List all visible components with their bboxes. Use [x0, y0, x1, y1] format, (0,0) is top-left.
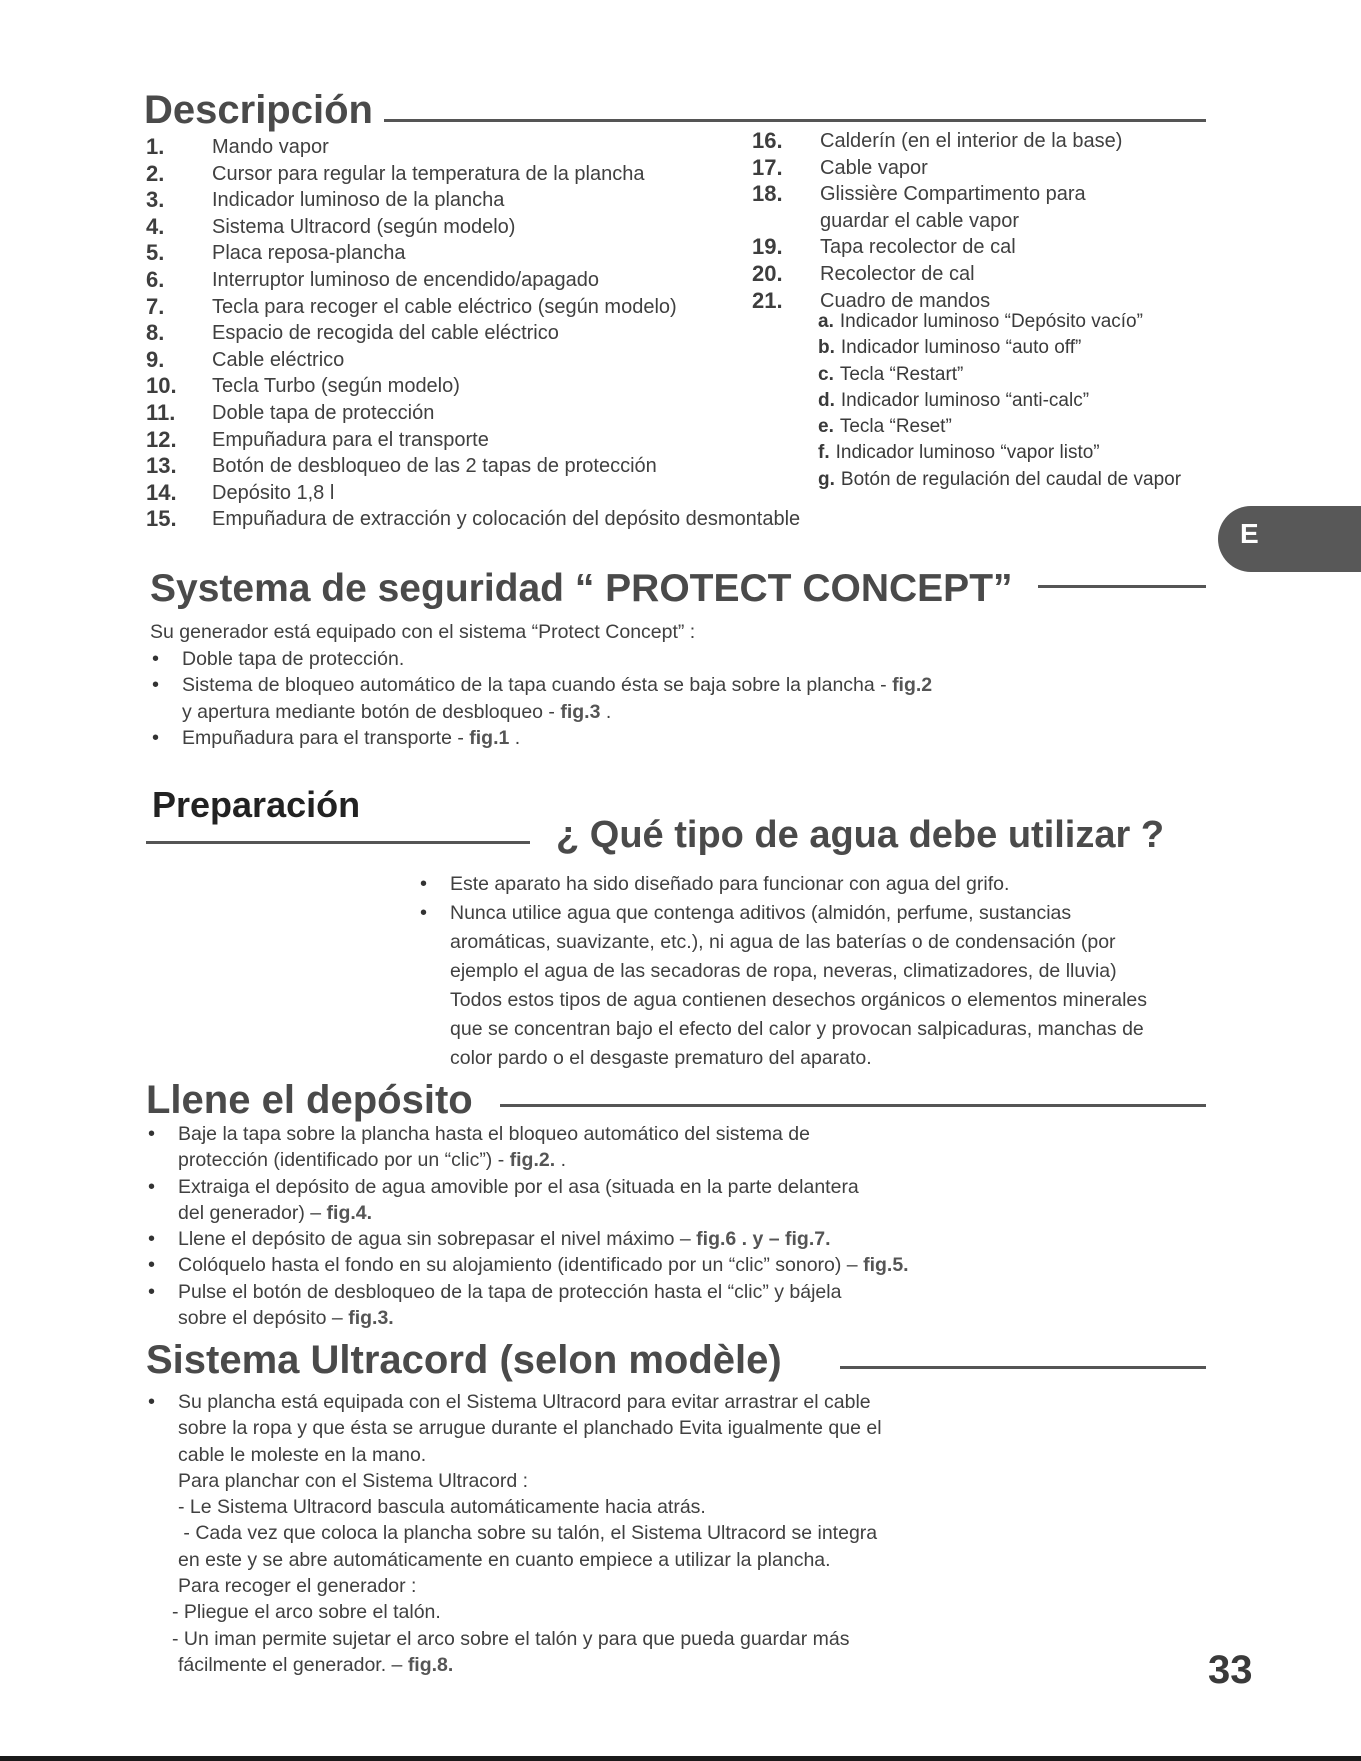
- list-item: [818, 440, 1181, 466]
- item-letter: e.: [818, 416, 834, 438]
- item-letter: g.: [818, 468, 835, 490]
- item-text: Tecla Turbo (según modelo): [212, 375, 460, 398]
- item-number: 15.: [146, 506, 177, 532]
- bullet-text: Este aparato ha sido diseñado para funcionar con agua del grifo.: [450, 873, 1010, 895]
- item-text: Cable eléctrico: [212, 348, 345, 371]
- bullet-text-line: cable le moleste en la mano.: [178, 1443, 427, 1466]
- figure-reference: fig.3.: [348, 1307, 394, 1330]
- list-item: [152, 646, 1052, 672]
- heading-rule: [500, 1104, 1206, 1107]
- bullet-text-line: aromáticas, suavizante, etc.), ni agua de las baterías o de condensación (por: [450, 931, 1116, 953]
- item-text: guardar el cable vapor: [820, 209, 1020, 232]
- bullet-text-line: que se concentran bajo el efecto del calor y provocan salpicaduras, manchas de: [450, 1018, 1144, 1040]
- item-text: Placa reposa-plancha: [212, 242, 406, 265]
- security-bullets: [152, 646, 1052, 751]
- item-number: 4.: [146, 213, 165, 239]
- control-panel-list: [818, 309, 1181, 493]
- item-number: 20.: [752, 260, 783, 286]
- list-item: [148, 1279, 928, 1332]
- item-number: 8.: [146, 320, 165, 346]
- item-number: 11.: [146, 399, 176, 425]
- bullet-text: Doble tapa de protección.: [182, 648, 405, 670]
- item-text: Glissière Compartimento para: [820, 183, 1086, 206]
- item-number: 17.: [752, 154, 783, 180]
- item-text: Empuñadura de extracción y colocación del depósito desmontable: [212, 508, 801, 531]
- item-text: Cursor para regular la temperatura de la plancha: [212, 162, 645, 185]
- figure-reference: fig.5.: [863, 1254, 909, 1277]
- item-number: 18.: [752, 181, 783, 207]
- item-text: Tapa recolector de cal: [820, 236, 1016, 259]
- bullet-text-line: [178, 1652, 948, 1678]
- list-item: [148, 1226, 928, 1252]
- list-item: [152, 672, 1052, 725]
- bullet-text-line: color pardo o el desgaste prematuro del aparato.: [450, 1047, 872, 1069]
- item-number: 6.: [146, 266, 165, 292]
- list-item: [818, 388, 1181, 414]
- item-text: Interruptor luminoso de encendido/apagado: [212, 268, 599, 291]
- item-number: 21.: [752, 287, 783, 313]
- item-number: 1.: [146, 134, 165, 159]
- list-item: [818, 467, 1181, 493]
- item-text: Doble tapa de protección: [212, 401, 435, 424]
- bullet-text: fácilmente el generador. –: [178, 1653, 408, 1676]
- bullet-text-line: Todos estos tipos de agua contienen desechos orgánicos o elementos minerales: [450, 989, 1148, 1011]
- item-number: 10.: [146, 373, 177, 399]
- list-item: [148, 1121, 928, 1174]
- item-letter: c.: [818, 363, 834, 385]
- item-letter: b.: [818, 337, 835, 359]
- bullet-text-line: - Le Sistema Ultracord bascula automáticamente hacia atrás.: [178, 1496, 706, 1519]
- item-number: 3.: [146, 187, 165, 213]
- bullet-text-line: - Cada vez que coloca la plancha sobre su talón, el Sistema Ultracord se integra: [178, 1522, 878, 1545]
- item-number: 9.: [146, 346, 165, 372]
- item-number: 16.: [752, 128, 783, 153]
- item-text: Indicador luminoso “Depósito vacío”: [839, 311, 1143, 332]
- list-item: [818, 362, 1181, 388]
- item-text: Tecla “Reset”: [839, 416, 952, 438]
- item-text: Botón de desbloqueo de las 2 tapas de protección: [212, 455, 657, 478]
- item-text: Tecla para recoger el cable eléctrico (según modelo): [212, 295, 677, 318]
- heading-rule: [384, 119, 1206, 122]
- figure-reference: fig.3: [560, 700, 601, 723]
- list-item: [420, 870, 1210, 899]
- item-text: Indicador luminoso de la plancha: [212, 189, 505, 212]
- language-tab: [1218, 506, 1361, 572]
- item-number: 5.: [146, 240, 165, 266]
- water-bullets: [420, 870, 1210, 1073]
- list-item: [818, 414, 1181, 440]
- list-item: [148, 1252, 928, 1278]
- item-text: Botón de regulación del caudal de vapor: [840, 468, 1182, 490]
- list-item: [818, 335, 1181, 361]
- item-text: Espacio de recogida del cable eléctrico: [212, 322, 559, 345]
- item-text: Indicador luminoso “vapor listo”: [835, 442, 1100, 464]
- item-text: Calderín (en el interior de la base): [820, 130, 1123, 152]
- item-text: Depósito 1,8 l: [212, 481, 335, 504]
- bullet-text-line: - Un iman permite sujetar el arco sobre el talón y para que pueda guardar más: [172, 1627, 850, 1650]
- item-number: 19.: [752, 234, 783, 260]
- item-text: Cable vapor: [820, 156, 928, 179]
- bullet-text: Extraiga el depósito de agua amovible por el asa (situada en la parte delantera: [178, 1175, 859, 1198]
- bullet-text-line: - Pliegue el arco sobre el talón.: [172, 1601, 441, 1624]
- bottom-border: [0, 1756, 1361, 1761]
- list-item: [818, 309, 1181, 335]
- heading-rule: [1038, 585, 1206, 588]
- bullet-text: .: [555, 1149, 566, 1172]
- heading-rule: [146, 841, 530, 844]
- list-item: [148, 1389, 948, 1678]
- bullet-text-line: ejemplo el agua de las secadoras de ropa, neveras, climatizadores, de lluvia): [450, 960, 1117, 982]
- list-item: [152, 725, 1052, 751]
- item-number: 13.: [146, 453, 177, 479]
- list-item: [420, 899, 1210, 1073]
- heading-ultracord: Sistema Ultracord (selon modèle): [146, 1338, 782, 1382]
- bullet-text-line: • Nunca utilice agua que contenga aditivos (almidón, perfume, sustancias: [450, 902, 1072, 924]
- bullet-text: Empuñadura para el transporte -: [182, 726, 470, 749]
- item-letter: a.: [818, 311, 834, 332]
- heading-tipo-agua: ¿ Qué tipo de agua debe utilizar ?: [556, 814, 1165, 856]
- item-text: Mando vapor: [212, 136, 329, 158]
- ultracord-bullets: [148, 1389, 948, 1678]
- item-number: 7.: [146, 293, 165, 319]
- language-tab-label: E: [1240, 518, 1259, 549]
- heading-llene-deposito: Llene el depósito: [146, 1078, 473, 1122]
- item-number: 2.: [146, 160, 165, 186]
- bullet-text: Sistema de bloqueo automático de la tapa cuando ésta se baja sobre la plancha -: [182, 674, 893, 697]
- bullet-text-line: en este y se abre automáticamente en cuanto empiece a utilizar la plancha.: [178, 1548, 831, 1571]
- bullet-text-line: Para planchar con el Sistema Ultracord :: [178, 1469, 529, 1492]
- bullet-text: .: [509, 726, 521, 749]
- figure-reference: fig.6 . y – fig.7.: [696, 1228, 831, 1251]
- bullet-text: protección (identificado por un “clic”) -: [178, 1149, 510, 1172]
- item-letter: d.: [818, 389, 835, 411]
- item-text: Empuñadura para el transporte: [212, 428, 489, 451]
- security-intro: Su generador está equipado con el sistema “Protect Concept” :: [150, 621, 696, 643]
- item-text: Indicador luminoso “auto off”: [840, 337, 1082, 359]
- heading-preparacion: Preparación: [152, 784, 361, 825]
- heading-descripcion: Descripción: [144, 88, 373, 132]
- bullet-text: y apertura mediante botón de desbloqueo -: [182, 700, 561, 723]
- bullet-text: Llene el depósito de agua sin sobrepasar el nivel máximo –: [178, 1228, 697, 1251]
- figure-reference: fig.2: [892, 674, 933, 697]
- bullet-text: Baje la tapa sobre la plancha hasta el bloqueo automático del sistema de: [178, 1123, 810, 1145]
- figure-reference: fig.4.: [326, 1201, 373, 1224]
- bullet-text: del generador) –: [178, 1201, 327, 1224]
- item-text: Sistema Ultracord (según modelo): [212, 215, 516, 238]
- item-number: 14.: [146, 479, 177, 505]
- bullet-text: Colóquelo hasta el fondo en su alojamiento (identificado por un “clic” sonoro) –: [178, 1254, 864, 1277]
- item-text: Cuadro de mandos: [820, 289, 991, 312]
- bullet-text: Pulse el botón de desbloqueo de la tapa de protección hasta el “clic” y bájela: [178, 1280, 842, 1303]
- item-text: Indicador luminoso “anti-calc”: [840, 389, 1090, 411]
- item-letter: f.: [818, 442, 830, 464]
- figure-reference: fig.2.: [509, 1149, 556, 1172]
- bullet-text-line: Para recoger el generador :: [178, 1575, 417, 1598]
- bullet-text: .: [600, 700, 612, 723]
- bullet-text-line: • Su plancha está equipada con el Sistema Ultracord para evitar arrastrar el cable: [178, 1391, 871, 1413]
- bullet-text-line: sobre la ropa y que ésta se arrugue durante el planchado Evita igualmente que el: [178, 1417, 882, 1440]
- item-text: Tecla “Restart”: [839, 363, 964, 385]
- item-text: Recolector de cal: [820, 262, 975, 285]
- item-number: 12.: [146, 426, 177, 452]
- bullet-text: sobre el depósito –: [178, 1307, 349, 1330]
- fill-bullets: [148, 1121, 928, 1331]
- heading-rule: [840, 1366, 1206, 1369]
- page-number: 33: [1208, 1648, 1253, 1692]
- figure-reference: fig.1: [469, 726, 510, 749]
- list-item: [148, 1174, 928, 1227]
- heading-seguridad: Systema de seguridad “ PROTECT CONCEPT”: [150, 567, 1013, 610]
- figure-reference: fig.8.: [407, 1653, 454, 1676]
